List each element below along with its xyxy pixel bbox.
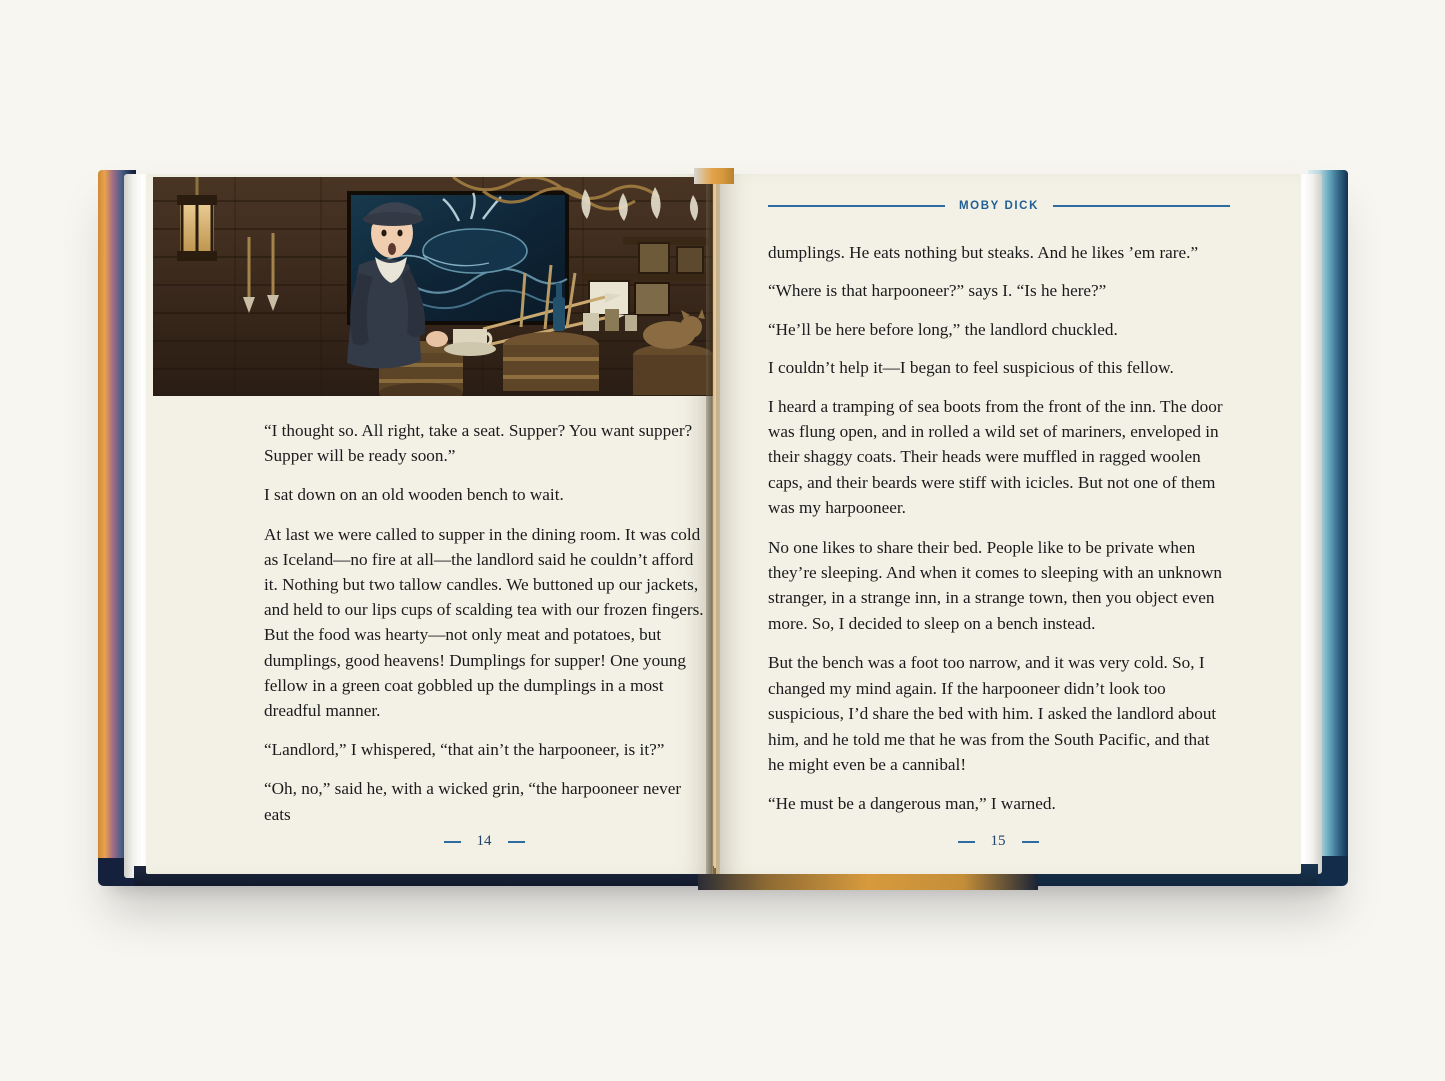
book-gutter — [706, 174, 720, 874]
paragraph: “Landlord,” I whispered, “that ain’t the harpooneer, is it?” — [264, 740, 665, 760]
left-page-body — [264, 418, 704, 841]
paragraph: “He’ll be here before long,” the landlord chuckled. — [768, 319, 1118, 339]
paragraph: I heard a tramping of sea boots from the front of the inn. The door was flung open, and in rolled a wild set of mariners, enveloped in their shaggy coats. Their heads were muffled in ragged woolen caps, and their beards were stiff with icicles. But not one of them was my harpooneer. — [768, 396, 1223, 518]
paragraph: “Where is that harpooneer?” says I. “Is he here?” — [768, 281, 1107, 301]
folio-left — [264, 833, 704, 850]
paragraph: “Oh, no,” said he, with a wicked grin, “the harpooneer never eats — [264, 779, 682, 824]
folio-dash-left-icon — [958, 841, 975, 843]
right-page-body — [768, 240, 1228, 831]
inn-interior-illustration — [153, 177, 713, 396]
folio-dash-right-icon — [1022, 841, 1039, 843]
paragraph: “He must be a dangerous man,” I warned. — [768, 794, 1056, 814]
page-number: 15 — [990, 833, 1006, 849]
folio-right — [768, 833, 1228, 850]
paragraph: I couldn’t help it—I began to feel suspicious of this fellow. — [768, 358, 1174, 378]
paragraph: No one likes to share their bed. People like to be private when they’re sleeping. And when it comes to sleeping with an unknown stranger, in a strange inn, in a strange town, then you object even more. So, I decided to sleep on a bench instead. — [768, 537, 1222, 633]
paragraph: dumplings. He eats nothing but steaks. And he likes ’em rare.” — [768, 243, 1199, 262]
book-gutter-top-edge — [694, 168, 734, 184]
running-head-rule-right — [1053, 205, 1230, 207]
open-book — [98, 168, 1348, 888]
running-head-title: MOBY DICK — [959, 200, 1039, 212]
page-number: 14 — [476, 833, 492, 849]
running-head — [768, 200, 1230, 212]
paragraph: At last we were called to supper in the dining room. It was cold as Iceland—no fire at all—the landlord said he couldn’t afford it. Nothing but two tallow candles. We buttoned up our jackets, and held to our lips cups of scalding tea with our frozen fingers. But the food was hearty—not only meat and potatoes, but dumplings, good heavens! Dumplings for supper! One young fellow in a green coat gobbled up the dumplings in a most dreadful manner. — [264, 524, 704, 721]
folio-dash-left-icon — [444, 841, 461, 843]
paragraph: “I thought so. All right, take a seat. Supper? You want supper? Supper will be ready soon.” — [264, 421, 693, 466]
running-head-rule-left — [768, 205, 945, 207]
paragraph: But the bench was a foot too narrow, and it was very cold. So, I changed my mind again. If the harpooneer didn’t look too suspicious, I’d share the bed with him. I asked the landlord about him, and he told me that he was from the South Pacific, and that he might even be a cannibal! — [768, 653, 1217, 774]
folio-dash-right-icon — [508, 841, 525, 843]
paragraph: I sat down on an old wooden bench to wait. — [264, 485, 564, 505]
